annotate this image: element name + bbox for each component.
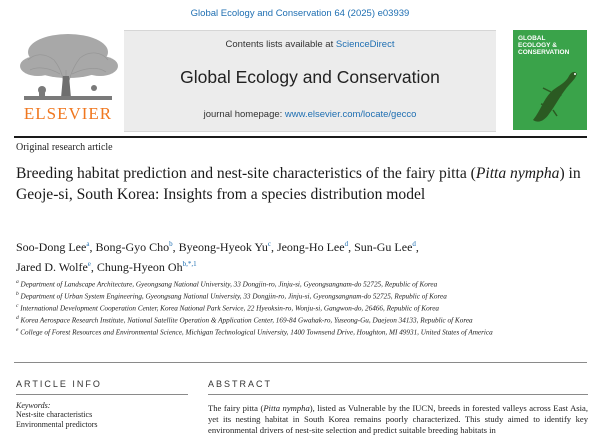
affiliation-item <box>16 290 590 302</box>
author-affiliation-sup[interactable]: d <box>412 240 416 248</box>
article-title <box>16 163 586 205</box>
author-affiliation-sup[interactable]: b <box>169 240 173 248</box>
affiliation-text: Department of Landscape Architecture, Gyeongsang National University, 33 Dongjin-ro, Jinju-si, Gyeongsangnam-do 52725, Republic of Korea <box>20 280 438 289</box>
affiliation-sup: a <box>16 279 19 285</box>
abstract-rule <box>208 394 588 395</box>
affiliation-list <box>16 278 590 338</box>
abstract-heading: ABSTRACT <box>208 379 273 389</box>
author-name[interactable]: Chung-Hyeon Oh <box>96 260 183 274</box>
article-info-rule <box>16 394 188 395</box>
abstract-part-2: ), listed as Vulnerable by the IUCN, breeds in forested valleys across East Asia, yet its nesting habitat in South Korea remains poorly characterized. This study aimed to identify key environmental drivers of nest-site selection and predict suitable breeding habitats in <box>208 403 588 435</box>
affiliation-text: Department of Urban System Engineering, Gyeongsang National University, 33 Dongjin-ro, Jinju-si, Gyeongsangnam-do 52725, Republic of Korea <box>20 292 447 301</box>
author-affiliation-sup[interactable]: e <box>87 260 91 268</box>
affiliation-item <box>16 326 590 338</box>
cover-line-3: CONSERVATION <box>518 49 570 56</box>
contents-prefix: Contents lists available at <box>225 39 336 50</box>
affiliation-item <box>16 314 590 326</box>
cover-line-1: GLOBAL <box>518 35 546 42</box>
abstract-part-1: The fairy pitta ( <box>208 403 264 413</box>
author-affiliation-sup[interactable]: b,*,1 <box>182 260 197 268</box>
author-name[interactable]: Byeong-Hyeok Yu <box>178 240 268 254</box>
journal-citation[interactable]: Global Ecology and Conservation 64 (2025) e03939 <box>190 8 410 19</box>
affiliation-item <box>16 278 590 290</box>
publisher-name: ELSEVIER <box>23 104 113 123</box>
author-list: Soo-Dong Lee$^a$, Bong-Gyo Cho$^b$, Byeong-Hyeok Yu$^c$, Jeong-Ho Lee$^d$, Sun-Gu Lee$^d$, Jared D. Wolfe$^e$, Chung-Hyeon $Oh^{b,*,1}$ <box>16 240 419 274</box>
journal-homepage-link[interactable]: www.elsevier.com/locate/gecco <box>284 109 417 120</box>
author-name[interactable]: Jared D. Wolfe <box>16 260 88 274</box>
title-part-1: Breeding habitat prediction and nest-site characteristics of the fairy pitta ( <box>16 165 476 182</box>
publisher-logo <box>14 30 122 134</box>
cover-line-2: ECOLOGY & <box>518 42 557 49</box>
homepage-line <box>124 109 496 120</box>
author-name[interactable]: Soo-Dong Lee <box>16 240 87 254</box>
journal-title: Global Ecology and Conservation <box>180 67 440 87</box>
affiliation-item <box>16 302 590 314</box>
affiliation-text: Korea Aerospace Research Institute, National Satellite Operation & Application Center, 169-84 Gwahak-ro, Yuseong-Gu, Daejeon 34133, Republic of Korea <box>20 316 473 325</box>
affiliation-sup: e <box>16 326 19 333</box>
homepage-prefix: journal homepage: <box>203 109 285 120</box>
affiliation-sup: c <box>16 302 19 309</box>
title-species: Pitta nympha <box>475 165 560 182</box>
journal-cover[interactable] <box>513 30 587 130</box>
keyword-item: Nest-site characteristics <box>16 410 93 419</box>
title-part-2: ) in Geoje-si, South Korea: Insights from a species distribution model <box>16 165 581 203</box>
contents-line <box>124 39 496 50</box>
keyword-list <box>16 410 98 429</box>
author-affiliation-sup[interactable]: c <box>267 240 271 248</box>
section-rule <box>14 362 587 363</box>
sciencedirect-link[interactable]: ScienceDirect <box>335 39 395 50</box>
author-name[interactable]: Bong-Gyo Cho <box>95 240 170 254</box>
author-name[interactable]: Jeong-Ho Lee <box>276 240 345 254</box>
affiliation-sup: b <box>16 290 19 297</box>
abstract-species: Pitta nympha <box>263 403 310 413</box>
affiliation-sup: d <box>16 314 19 321</box>
author-name[interactable]: Sun-Gu Lee <box>354 240 413 254</box>
header-rule <box>14 136 587 138</box>
keywords-label: Keywords: <box>16 401 51 410</box>
article-type: Original research article <box>16 142 113 153</box>
lizard-icon <box>513 30 587 130</box>
affiliation-text: International Development Cooperation Center, Korea National Park Service, 22 Hyeoksin-ro, Wonju-si, Gangwon-do, 26466, Republic of Korea <box>20 304 439 313</box>
abstract-text <box>208 403 588 436</box>
journal-masthead <box>124 30 496 132</box>
author-affiliation-sup[interactable]: a <box>86 240 90 248</box>
article-info-heading: ARTICLE INFO <box>16 379 102 389</box>
affiliation-text: College of Forest Resources and Environmental Science, Michigan Technological University, 1400 Townsend Drive, Houghton, MI 49931, United States of America <box>20 328 493 337</box>
keyword-item: Environmental predictors <box>16 419 98 429</box>
author-affiliation-sup[interactable]: d <box>344 240 349 248</box>
